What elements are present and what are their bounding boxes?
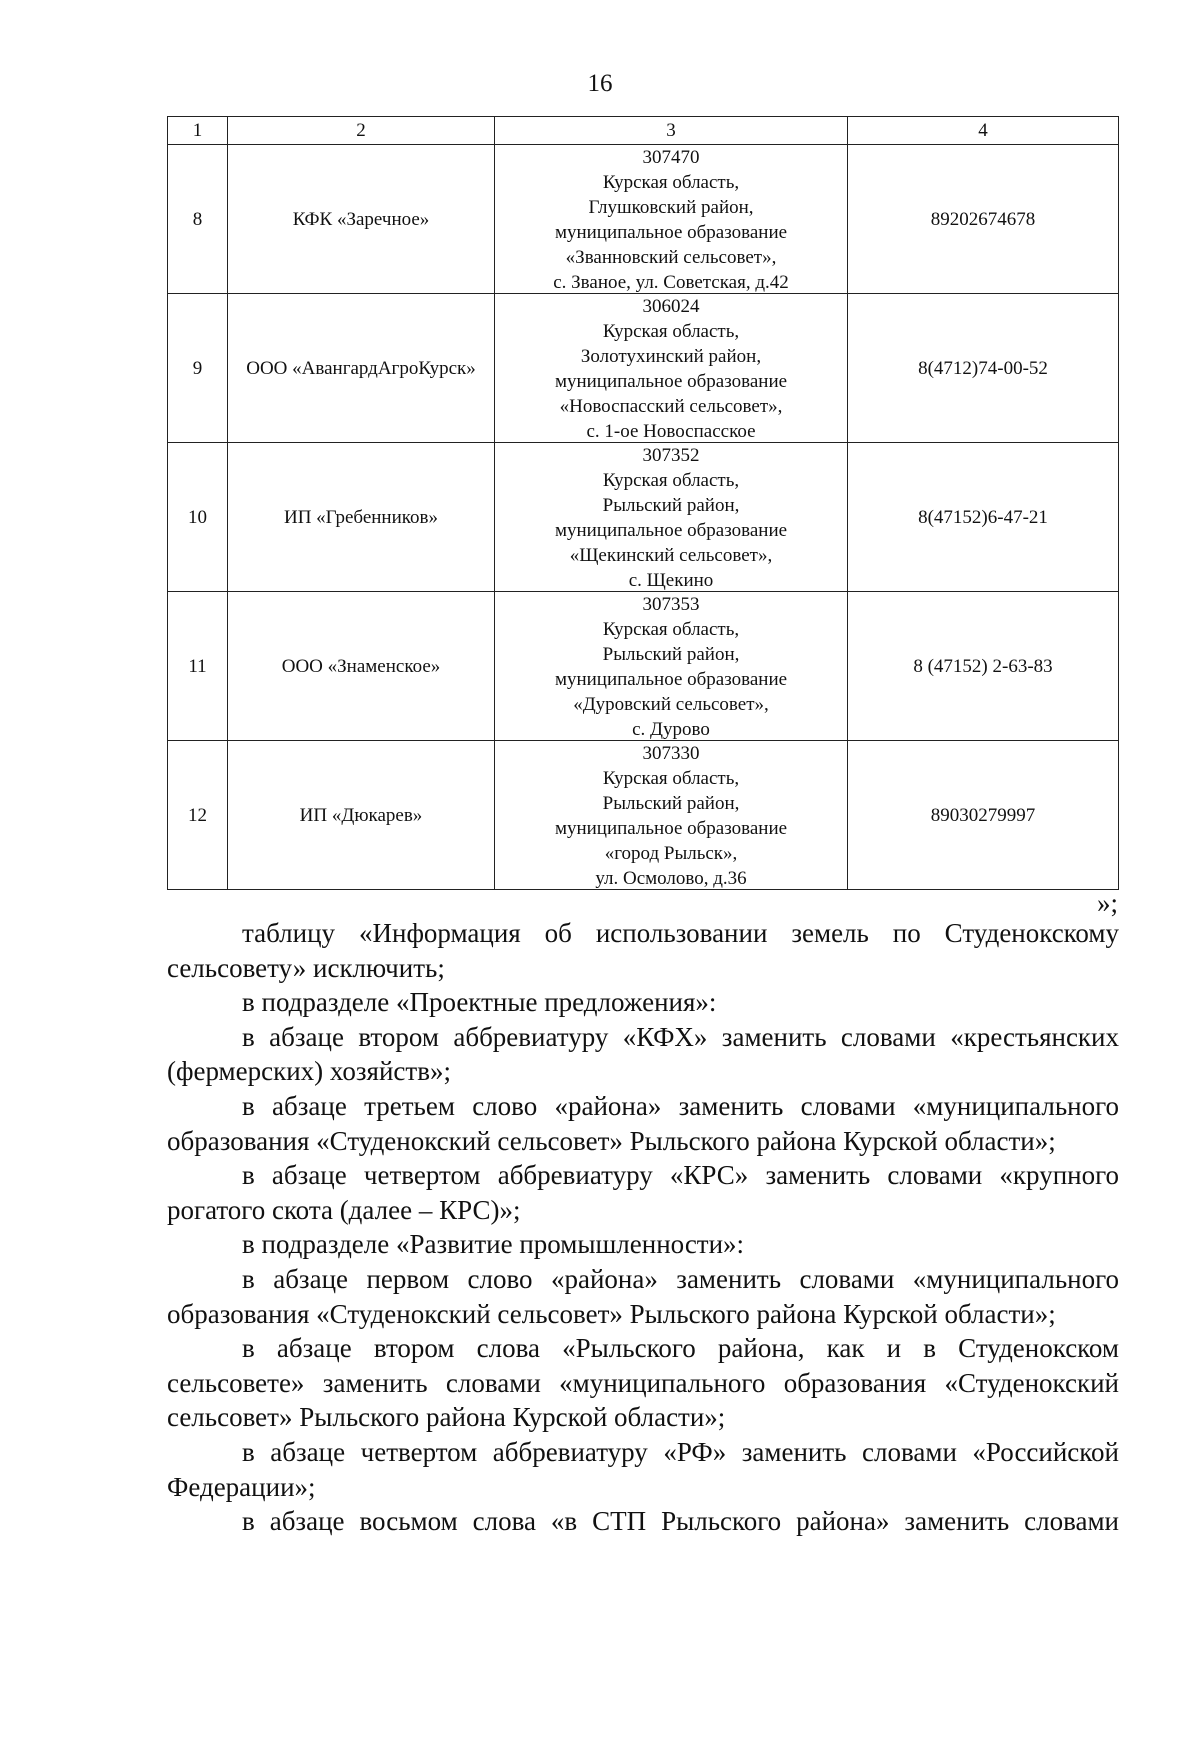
address-line: Рыльский район, (602, 793, 740, 814)
paragraph: в абзаце втором слова «Рыльского района, как и в Студенокском сельсовете» заменить словами «муниципального образования «Студенокский сельсовет» Рыльского района Курской области»; (167, 1333, 1119, 1433)
column-header: 1 (168, 117, 228, 145)
table-row (168, 294, 1119, 443)
address-line: муниципальное образование (554, 371, 788, 392)
page-number: 16 (587, 70, 613, 97)
address-line: ул. Осмолово, д.36 (595, 868, 747, 889)
organization-phone: 8(47152)6-47-21 (848, 443, 1119, 592)
organization-name: КФК «Заречное» (228, 145, 495, 294)
paragraph: в абзаце первом слово «района» заменить словами «муниципального образования «Студенокский сельсовет» Рыльского района Курской области»; (167, 1263, 1119, 1329)
organization-name: ИП «Гребенников» (228, 443, 495, 592)
address-line: Золотухинский район, (580, 346, 762, 367)
organization-phone: 8(4712)74-00-52 (848, 294, 1119, 443)
paragraph: в подразделе «Проектные предложения»: (242, 987, 717, 1018)
row-number: 10 (168, 443, 228, 592)
paragraph: в абзаце восьмом слова «в СТП Рыльского района» заменить словами (242, 1506, 1119, 1537)
address-line: «город Рыльск», (604, 843, 738, 864)
paragraph: в абзаце четвертом аббревиатуру «РФ» заменить словами «Российской Федерации»; (167, 1436, 1119, 1502)
address-line: Рыльский район, (602, 644, 740, 665)
address-line: Рыльский район, (602, 495, 740, 516)
table-header-row (168, 117, 1119, 145)
table-row (168, 741, 1119, 890)
paragraph: в подразделе «Развитие промышленности»: (242, 1229, 745, 1260)
organization-phone: 8 (47152) 2-63-83 (848, 592, 1119, 741)
address-line: 307470 (642, 147, 700, 168)
organization-name: ООО «АвангардАгроКурск» (228, 294, 495, 443)
body-text (167, 916, 1119, 1539)
address-line: «Новоспасский сельсовет», (559, 396, 783, 417)
address-line: 307353 (642, 594, 700, 615)
address-line: Курская область, (602, 321, 740, 342)
row-number: 12 (168, 741, 228, 890)
address-line: 307352 (642, 445, 700, 466)
row-number: 8 (168, 145, 228, 294)
address-line: с. Дурово (632, 719, 710, 740)
organization-address (495, 741, 848, 890)
address-line: Глушковский район, (588, 197, 754, 218)
address-line: муниципальное образование (554, 669, 788, 690)
row-number: 11 (168, 592, 228, 741)
closing-quote: »; (1096, 888, 1118, 918)
column-header: 4 (848, 117, 1119, 145)
organization-address (495, 294, 848, 443)
address-line: муниципальное образование (554, 520, 788, 541)
address-line: с. Званое, ул. Советская, д.42 (553, 272, 789, 293)
row-number: 9 (168, 294, 228, 443)
organization-address (495, 592, 848, 741)
address-line: с. 1-ое Новоспасское (586, 421, 756, 442)
organizations-table (167, 116, 1119, 890)
column-header: 2 (228, 117, 495, 145)
table-row (168, 443, 1119, 592)
organization-name: ООО «Знаменское» (228, 592, 495, 741)
address-line: Курская область, (602, 619, 740, 640)
organization-name: ИП «Дюкарев» (228, 741, 495, 890)
paragraph: в абзаце третьем слово «района» заменить словами «муниципального образования «Студенокский сельсовет» Рыльского района Курской области»; (167, 1090, 1119, 1156)
paragraph: таблицу «Информация об использовании земель по Студенокскому сельсовету» исключить; (167, 918, 1119, 983)
organization-address (495, 443, 848, 592)
paragraph: в абзаце четвертом аббревиатуру «КРС» заменить словами «крупного рогатого скота (далее – КРС)»; (167, 1160, 1119, 1225)
column-header: 3 (495, 117, 848, 145)
address-line: муниципальное образование (554, 222, 788, 243)
address-line: Курская область, (602, 172, 740, 193)
organization-phone: 89030279997 (848, 741, 1119, 890)
organization-address (495, 145, 848, 294)
address-line: 307330 (642, 743, 700, 764)
address-line: «Щекинский сельсовет», (569, 545, 773, 566)
table-row (168, 592, 1119, 741)
table-row (168, 145, 1119, 294)
address-line: Курская область, (602, 768, 740, 789)
organization-phone: 89202674678 (848, 145, 1119, 294)
address-line: муниципальное образование (554, 818, 788, 839)
address-line: Курская область, (602, 470, 740, 491)
address-line: с. Щекино (628, 570, 714, 591)
address-line: «Званновский сельсовет», (565, 247, 777, 268)
paragraph: в абзаце втором аббревиатуру «КФХ» заменить словами «крестьянских (фермерских) хозяйств»; (167, 1021, 1119, 1087)
address-line: 306024 (642, 296, 700, 317)
address-line: «Дуровский сельсовет», (573, 694, 769, 715)
